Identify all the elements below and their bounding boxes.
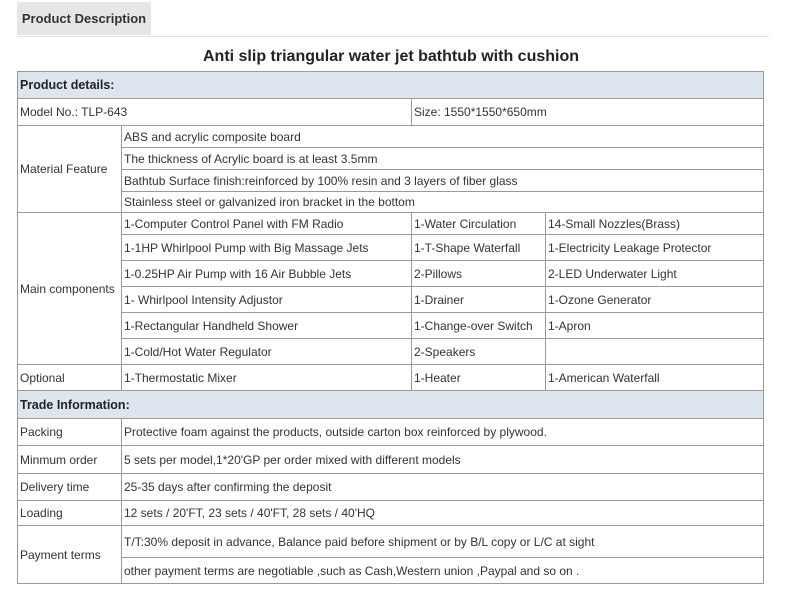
row-label-min-order: Minmum order (18, 446, 122, 474)
row-label-delivery: Delivery time (18, 474, 122, 501)
component-cell: 2-LED Underwater Light (546, 261, 764, 287)
material-cell: Stainless steel or galvanized iron bracket in the bottom (122, 192, 764, 213)
component-cell: 1-Ozone Generator (546, 287, 764, 313)
table-row (18, 170, 764, 192)
component-cell: 1-Change-over Switch (412, 313, 546, 339)
model-cell: Model No.: TLP-643 (18, 99, 412, 126)
table-row (18, 126, 764, 148)
table-row (18, 213, 764, 235)
table-row (18, 339, 764, 365)
component-cell: 2-Speakers (412, 339, 546, 365)
component-cell: 1-Computer Control Panel with FM Radio (122, 213, 412, 235)
tab-product-description[interactable]: Product Description (17, 2, 151, 35)
material-cell: The thickness of Acrylic board is at least 3.5mm (122, 148, 764, 170)
optional-cell: 1-Heater (412, 365, 546, 391)
page-title: Anti slip triangular water jet bathtub with cushion (202, 48, 579, 65)
row-label-components: Main components (18, 213, 122, 365)
table-row (18, 558, 764, 584)
row-label-optional: Optional (18, 365, 122, 391)
table-row (18, 287, 764, 313)
component-cell: 1-T-Shape Waterfall (412, 235, 546, 261)
table-row (18, 235, 764, 261)
material-cell: ABS and acrylic composite board (122, 126, 764, 148)
min-order-cell: 5 sets per model,1*20'GP per order mixed with different models (122, 446, 764, 474)
component-cell: 1-Electricity Leakage Protector (546, 235, 764, 261)
payment-cell: other payment terms are negotiable ,such as Cash,Western union ,Paypal and so on . (122, 558, 764, 584)
row-label-payment: Payment terms (18, 526, 122, 584)
component-cell: 1-0.25HP Air Pump with 16 Air Bubble Jets (122, 261, 412, 287)
component-cell: 1-Cold/Hot Water Regulator (122, 339, 412, 365)
component-cell: 1-1HP Whirlpool Pump with Big Massage Jets (122, 235, 412, 261)
table-row (18, 446, 764, 474)
table-row (18, 192, 764, 213)
table-row (18, 526, 764, 558)
component-cell (546, 339, 764, 365)
section-title: Product details: (18, 72, 764, 99)
spec-table (17, 71, 764, 584)
section-header-product-details (18, 72, 764, 99)
component-cell: 2-Pillows (412, 261, 546, 287)
optional-cell: 1-American Waterfall (546, 365, 764, 391)
optional-cell: 1-Thermostatic Mixer (122, 365, 412, 391)
component-cell: 1-Water Circulation (412, 213, 546, 235)
section-header-trade-information (18, 391, 764, 419)
row-label-packing: Packing (18, 419, 122, 446)
table-row (18, 474, 764, 501)
table-row (18, 99, 764, 126)
table-row (18, 365, 764, 391)
row-label-material: Material Feature (18, 126, 122, 213)
payment-cell: T/T:30% deposit in advance, Balance paid before shipment or by B/L copy or L/C at sight (122, 526, 764, 558)
component-cell: 1-Drainer (412, 287, 546, 313)
loading-cell: 12 sets / 20'FT, 23 sets / 40'FT, 28 sets / 40'HQ (122, 501, 764, 526)
row-label-loading: Loading (18, 501, 122, 526)
packing-cell: Protective foam against the products, outside carton box reinforced by plywood. (122, 419, 764, 446)
table-row (18, 313, 764, 339)
table-row (18, 501, 764, 526)
delivery-cell: 25-35 days after confirming the deposit (122, 474, 764, 501)
component-cell: 1-Apron (546, 313, 764, 339)
component-cell: 14-Small Nozzles(Brass) (546, 213, 764, 235)
material-cell: Bathtub Surface finish:reinforced by 100% resin and 3 layers of fiber glass (122, 170, 764, 192)
table-row (18, 419, 764, 446)
component-cell: 1-Rectangular Handheld Shower (122, 313, 412, 339)
table-row (18, 261, 764, 287)
tab-bar (17, 0, 769, 37)
table-row (18, 148, 764, 170)
component-cell: 1- Whirlpool Intensity Adjustor (122, 287, 412, 313)
section-title: Trade Information: (18, 391, 764, 419)
size-cell: Size: 1550*1550*650mm (412, 99, 764, 126)
